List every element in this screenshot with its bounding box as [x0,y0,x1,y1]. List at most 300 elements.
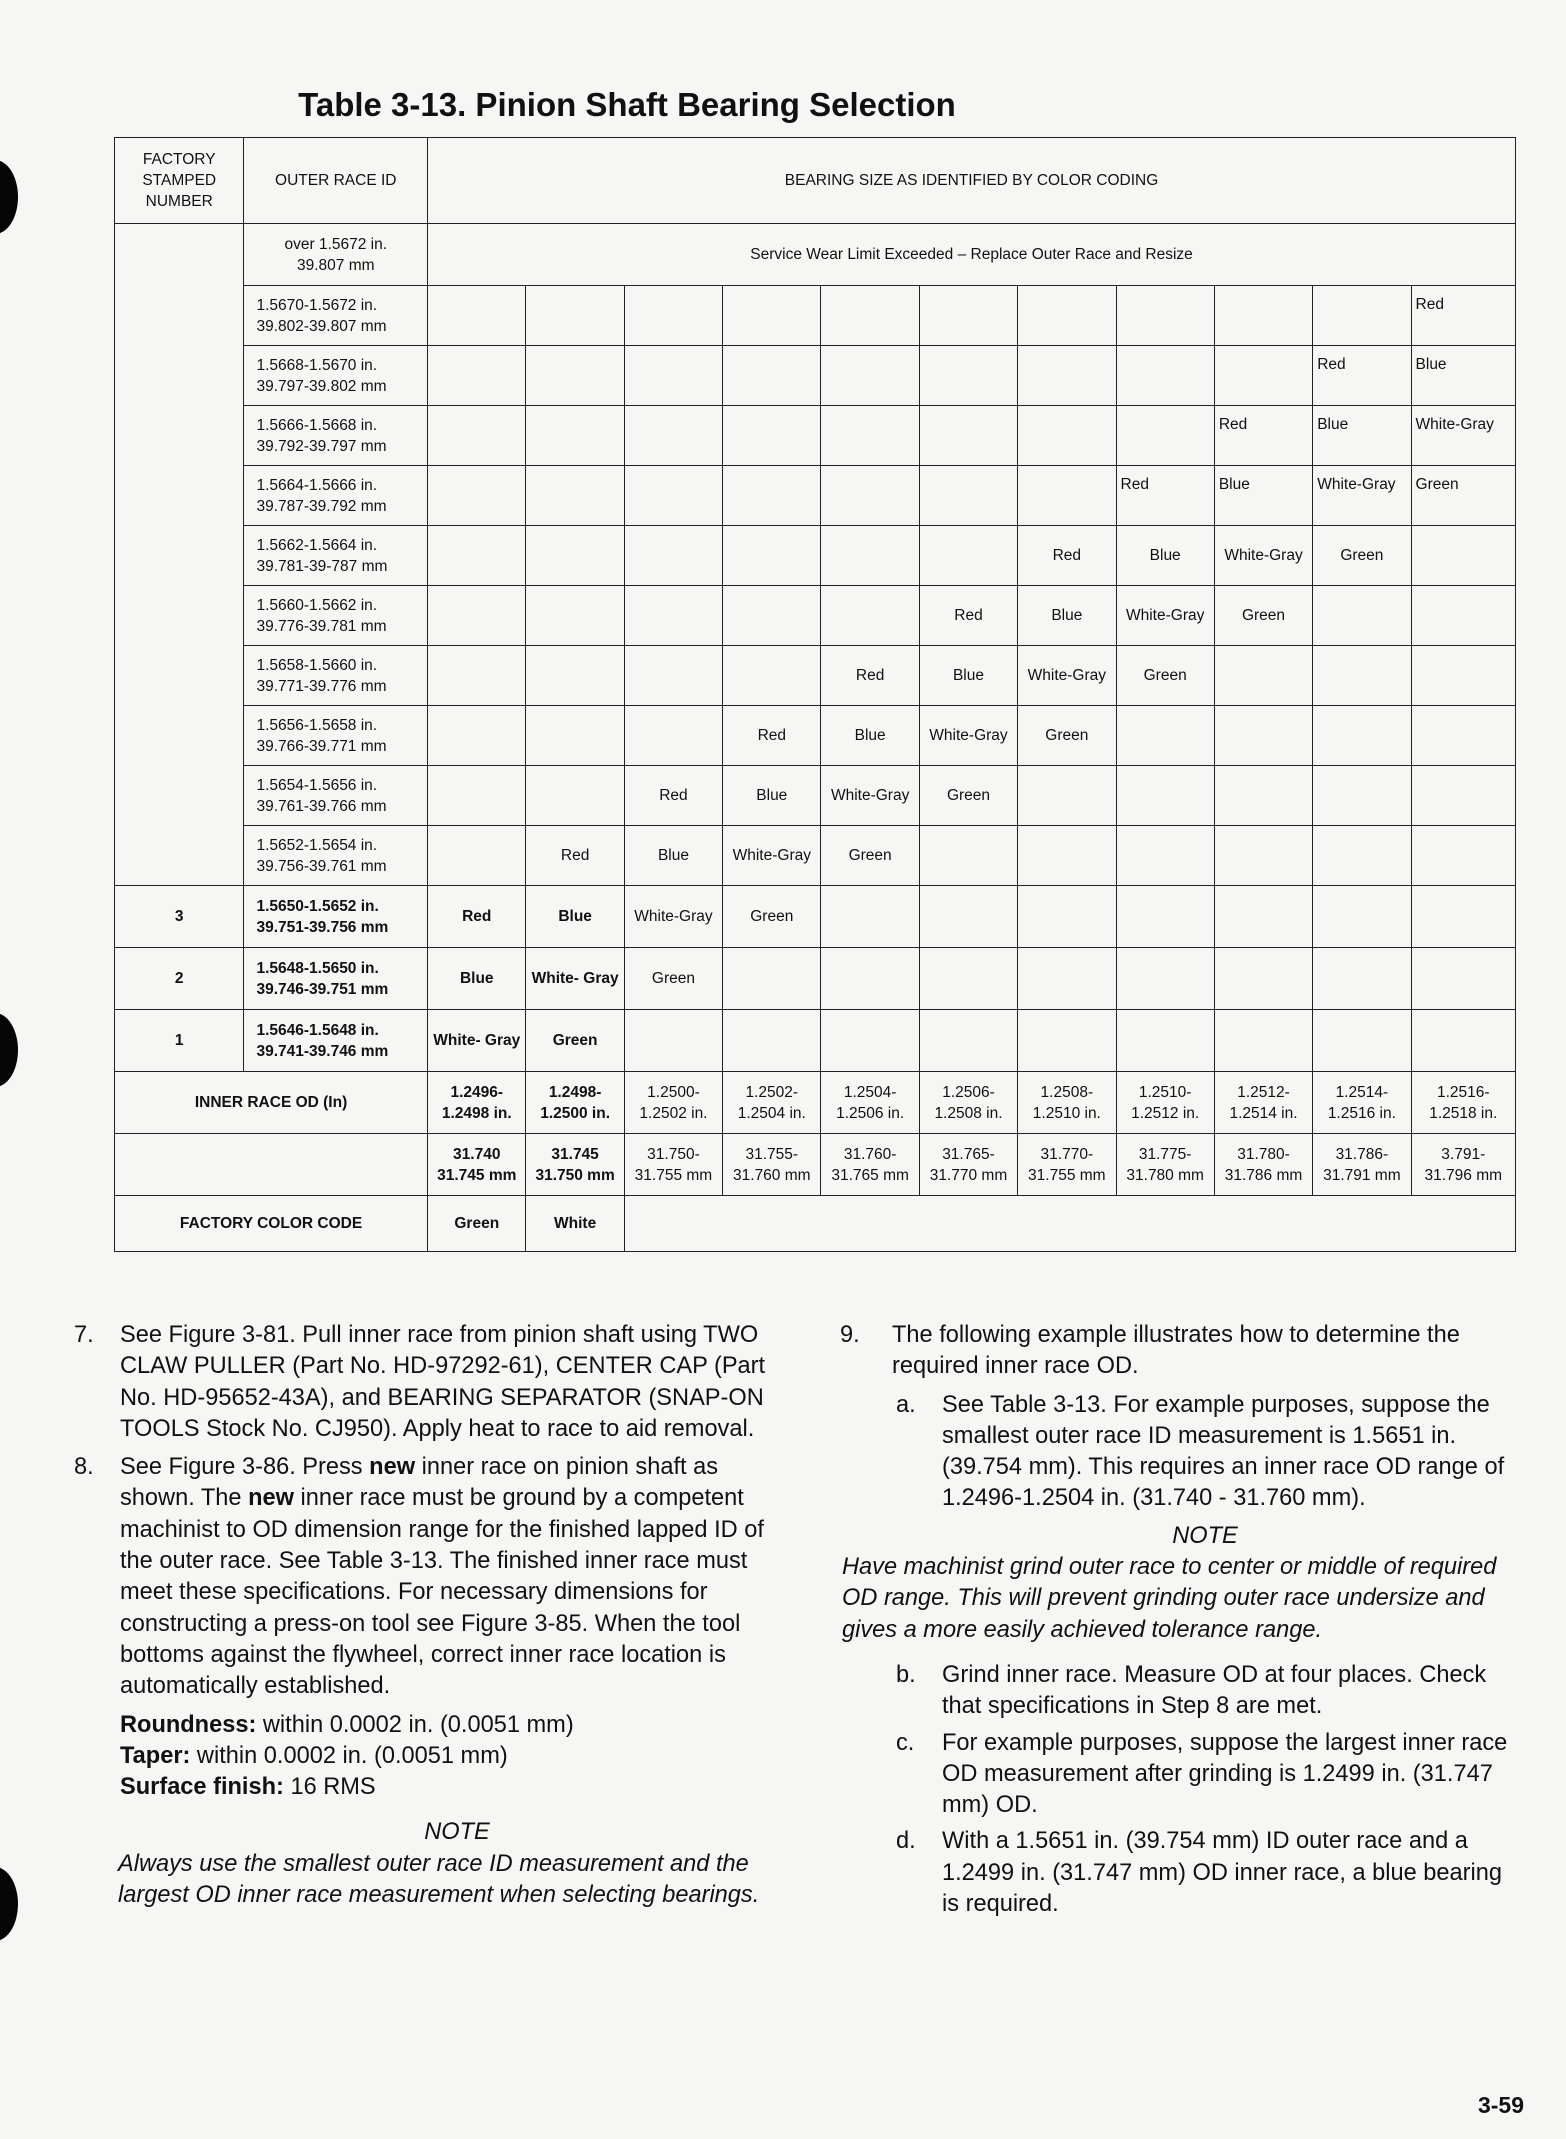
step-9 [840,1320,1518,1383]
bearing-row [115,1010,1516,1072]
outer-race-id-cell [244,406,428,466]
bearing-color-cell [1018,286,1116,346]
inner-race-in-cell [624,1072,722,1134]
bearing-color-cell [1214,646,1312,706]
factory-stamp-number: 2 [115,948,244,1010]
emphasis-new: new [369,1454,416,1481]
bearing-color-cell [624,466,722,526]
inner-race-in-cell [821,1072,919,1134]
outer-race-in: 1.5648-1.5650 in. [256,959,379,977]
sub-step-b [896,1660,1518,1723]
inner-race-in-high: 1.2514 in. [1229,1104,1298,1122]
factory-stamp-number: 3 [115,886,244,948]
bearing-color-cell [624,646,722,706]
outer-race-in: 1.5666-1.5668 in. [256,416,378,434]
inner-race-mm-high: 31.791 mm [1323,1166,1401,1184]
bearing-color-cell: Green [1313,526,1411,586]
page-number: 3-59 [1477,2092,1524,2118]
outer-race-in: 1.5668-1.5670 in. [256,356,378,374]
stamp-cell-blank [115,224,244,886]
bearing-color-cell [428,706,526,766]
inner-race-in-row [115,1072,1516,1134]
bearing-color-cell: Red [1116,466,1214,526]
bearing-row [115,886,1516,948]
bearing-color-cell [526,346,624,406]
inner-race-mm-cell [1116,1134,1214,1196]
note-body: Have machinist grind outer race to center or middle of required OD range. This will prevent grinding outer race undersize and gives a more easily achieved tolerance range. [842,1554,1497,1643]
bearing-row [115,948,1516,1010]
outer-race-mm: 39.781-39-787 mm [256,557,388,575]
inner-race-od-label: INNER RACE OD (In) [115,1072,428,1134]
inner-race-mm-cell [624,1134,722,1196]
bearing-color-cell [1313,1010,1411,1072]
sub-step-letter: b. [896,1661,916,1688]
bearing-color-cell [1214,1010,1312,1072]
bearing-color-cell [919,286,1017,346]
bearing-row [115,706,1516,766]
bearing-color-cell [723,526,821,586]
spec-value: within 0.0002 in. (0.0051 mm) [190,1742,508,1769]
bearing-color-cell [821,1010,919,1072]
bearing-color-cell: Red [1214,406,1312,466]
bearing-color-cell: Red [821,646,919,706]
inner-race-mm-cell [1018,1134,1116,1196]
outer-race-id-cell [244,706,428,766]
bearing-color-cell [1018,346,1116,406]
inner-race-in-cell [1116,1072,1214,1134]
bearing-row [115,646,1516,706]
outer-race-id-cell [244,886,428,948]
step-text: inner race on pinion shaft as shown. The [120,1454,719,1512]
inner-race-in-low: 1.2502- [745,1083,799,1101]
bearing-color-cell: Red [526,826,624,886]
bearing-color-cell: Green [821,826,919,886]
bearing-color-cell [1411,948,1515,1010]
sub-step-letter: c. [896,1729,915,1756]
outer-race-in: 1.5662-1.5664 in. [256,536,378,554]
inner-race-mm-low: 31.755- [745,1145,799,1163]
inner-race-mm-high: 31.755 mm [1028,1166,1106,1184]
inner-race-in-cell [1313,1072,1411,1134]
bearing-color-cell [1214,766,1312,826]
bearing-color-cell [821,948,919,1010]
outer-race-in: 1.5646-1.5648 in. [256,1021,379,1039]
bearing-color-cell: Green [1411,466,1515,526]
bearing-color-cell [919,406,1017,466]
inner-race-mm-high: 31.750 mm [535,1166,615,1184]
sub-step-c [896,1728,1518,1822]
over-limit-row [115,224,1516,286]
bearing-color-cell [1411,766,1515,826]
bearing-color-cell [1116,406,1214,466]
inner-race-in-low: 1.2496- [450,1083,504,1101]
bearing-color-cell [1411,1010,1515,1072]
bearing-color-cell: Blue [1018,586,1116,646]
header-outer-race-id: OUTER RACE ID [244,138,428,224]
bearing-color-cell: Red [1411,286,1515,346]
bearing-color-cell [919,948,1017,1010]
inner-race-mm-cell [821,1134,919,1196]
note-heading: NOTE [424,1819,490,1846]
bearing-color-cell [1411,586,1515,646]
bearing-color-cell [1411,706,1515,766]
bearing-color-cell [723,346,821,406]
bearing-color-cell [1018,826,1116,886]
inner-race-mm-low: 31.770- [1040,1145,1094,1163]
outer-race-id-cell [244,1010,428,1072]
bearing-color-cell: White-Gray [1313,466,1411,526]
outer-race-mm: 39.802-39.807 mm [256,317,387,335]
bearing-color-cell [1214,886,1312,948]
bearing-color-cell: Blue [723,766,821,826]
inner-race-mm-high: 31.765 mm [831,1166,909,1184]
bearing-color-cell: Green [526,1010,624,1072]
bearing-color-cell [428,586,526,646]
outer-race-id-cell [244,826,428,886]
outer-race-mm: 39.756-39.761 mm [256,857,387,875]
bearing-color-cell: White-Gray [1116,586,1214,646]
bearing-color-cell [1411,826,1515,886]
bearing-color-cell [919,1010,1017,1072]
outer-race-in: 1.5652-1.5654 in. [256,836,378,854]
inner-race-mm-row [115,1134,1516,1196]
header-factory-stamped-number: FACTORY STAMPED NUMBER [115,138,244,224]
emphasis-new: new [248,1485,294,1512]
inner-race-mm-low: 31.775- [1138,1145,1192,1163]
bearing-color-cell [1313,286,1411,346]
sub-step-text: For example purposes, suppose the largest inner race OD measurement after grinding is 1.2499 in. (31.747 mm) OD. [942,1729,1508,1819]
inner-race-in-high: 1.2516 in. [1327,1104,1396,1122]
bearing-color-cell: White-Gray [821,766,919,826]
bearing-color-cell [428,466,526,526]
table-body [115,138,1516,1252]
bearing-color-cell [1018,766,1116,826]
bearing-color-cell [1313,766,1411,826]
step-text: See Figure 3-86. Press [120,1454,370,1481]
inner-race-mm-low: 31.765- [942,1145,995,1163]
step-text: See Figure 3-81. Pull inner race from pinion shaft using TWO CLAW PULLER (Part No. HD-97292-61), CENTER CAP (Part No. HD-95652-43A), and BEARING SEPARATOR (SNAP-ON TOOLS Stock No. CJ950). Apply heat to race to aid removal. [120,1322,766,1442]
outer-race-in: 1.5654-1.5656 in. [256,776,378,794]
bearing-color-cell [1018,886,1116,948]
over-limit-message: Service Wear Limit Exceeded – Replace Outer Race and Resize [428,224,1516,286]
bearing-color-cell: White-Gray [1214,526,1312,586]
outer-race-in: 1.5656-1.5658 in. [256,716,378,734]
bearing-color-cell [723,586,821,646]
bearing-color-cell: Green [723,886,821,948]
inner-race-mm-cell [1313,1134,1411,1196]
inner-race-in-low: 1.2510- [1138,1083,1192,1101]
outer-race-id-cell [244,646,428,706]
bearing-color-cell [526,526,624,586]
inner-race-in-high: 1.2498 in. [441,1104,512,1122]
bearing-color-cell [428,406,526,466]
bearing-color-cell [624,346,722,406]
bearing-color-cell: Red [1018,526,1116,586]
bearing-color-cell [526,706,624,766]
header-bearing-size: BEARING SIZE AS IDENTIFIED BY COLOR CODING [428,138,1516,224]
binder-hole-middle [0,1013,18,1087]
inner-race-mm-blank [115,1134,428,1196]
bearing-color-cell [624,526,722,586]
bearing-color-cell [821,526,919,586]
sub-step-letter: d. [896,1828,916,1855]
factory-color-code-row [115,1196,1516,1252]
inner-race-in-high: 1.2502 in. [639,1104,708,1122]
outer-race-in: over 1.5672 in. [284,235,388,253]
bearing-color-cell: White-Gray [723,826,821,886]
outer-race-mm: 39.787-39.792 mm [256,497,387,515]
outer-race-id-cell [244,526,428,586]
spec-label: Taper: [120,1742,191,1769]
inner-race-in-low: 1.2500- [647,1083,700,1101]
bearing-color-cell: Blue [1411,346,1515,406]
bearing-row [115,826,1516,886]
bearing-color-cell: Green [919,766,1017,826]
sub-step-text: See Table 3-13. For example purposes, suppose the smallest outer race ID measurement is 1.5651 in. (39.754 mm). This requires an inner race OD range of 1.2496-1.2504 in. (31.740 - 31.760 mm). [942,1391,1505,1512]
factory-color-code-col2: White [526,1196,624,1252]
bearing-color-cell [428,826,526,886]
inner-race-in-high: 1.2510 in. [1032,1104,1101,1122]
outer-race-in: 1.5670-1.5672 in. [256,296,378,314]
inner-race-mm-low: 3.791- [1441,1145,1486,1163]
inner-race-mm-high: 31.755 mm [634,1166,713,1184]
outer-race-in: 1.5658-1.5660 in. [256,656,378,674]
bearing-color-cell [1214,286,1312,346]
spec-surface-finish [120,1772,794,1803]
bearing-color-cell [1116,706,1214,766]
outer-race-id-cell [244,766,428,826]
note-heading: NOTE [1172,1522,1238,1549]
bearing-color-cell: Blue [428,948,526,1010]
bearing-color-cell [526,766,624,826]
outer-race-in: 1.5660-1.5662 in. [256,596,378,614]
inner-race-in-high: 1.2518 in. [1429,1104,1498,1122]
inner-race-in-high: 1.2506 in. [836,1104,905,1122]
inner-race-in-low: 1.2498- [548,1083,602,1101]
binder-hole-top [0,160,18,234]
inner-race-in-high: 1.2508 in. [934,1104,1003,1122]
outer-race-mm: 39.751-39.756 mm [256,918,389,936]
inner-race-mm-high: 31.796 mm [1424,1166,1503,1184]
bearing-color-cell [1116,826,1214,886]
inner-race-in-low: 1.2506- [942,1083,995,1101]
bearing-color-cell [1018,1010,1116,1072]
bearing-color-cell: Blue [821,706,919,766]
bearing-color-cell [1116,766,1214,826]
step-text: The following example illustrates how to determine the required inner race OD. [892,1322,1460,1380]
inner-race-in-cell [919,1072,1017,1134]
bearing-row [115,286,1516,346]
inner-race-in-high: 1.2504 in. [737,1104,806,1122]
left-column [74,1320,794,1911]
bearing-color-cell [526,406,624,466]
outer-race-mm: 39.807 mm [297,256,375,274]
inner-race-mm-high: 31.770 mm [929,1166,1008,1184]
bearing-color-cell [526,466,624,526]
outer-race-id-cell [244,466,428,526]
bearing-row [115,346,1516,406]
inner-race-mm-cell [1214,1134,1312,1196]
bearing-color-cell [821,346,919,406]
bearing-color-cell [428,346,526,406]
bearing-color-cell: White-Gray [1411,406,1515,466]
bearing-color-cell [1116,1010,1214,1072]
bearing-color-cell: White- Gray [526,948,624,1010]
bearing-color-cell [1214,826,1312,886]
step-8 [74,1452,794,1702]
right-column [840,1320,1518,1925]
inner-race-mm-high: 31.745 mm [437,1166,517,1184]
bearing-color-cell [1214,948,1312,1010]
bearing-color-cell [1018,466,1116,526]
bearing-color-cell [723,286,821,346]
bearing-color-cell [1313,826,1411,886]
spec-roundness [120,1710,794,1741]
factory-color-code-col1: Green [428,1196,526,1252]
step-number: 9. [840,1322,860,1348]
outer-race-id-cell [244,346,428,406]
sub-step-a [896,1390,1518,1515]
outer-race-id-cell [244,948,428,1010]
outer-race-in: 1.5664-1.5666 in. [256,476,378,494]
sub-step-letter: a. [896,1391,916,1418]
page-title: Table 3-13. Pinion Shaft Bearing Selection [298,86,956,123]
bearing-color-cell [526,286,624,346]
inner-race-in-cell [1018,1072,1116,1134]
outer-race-mm: 39.776-39.781 mm [256,617,387,635]
bearing-color-cell [526,586,624,646]
bearing-color-cell: Blue [1214,466,1312,526]
outer-race-mm: 39.741-39.746 mm [256,1042,389,1060]
outer-race-id-cell [244,286,428,346]
bearing-color-cell: Blue [1313,406,1411,466]
bearing-color-cell [723,948,821,1010]
spec-value: within 0.0002 in. (0.0051 mm) [256,1711,574,1738]
bearing-color-cell: Green [1116,646,1214,706]
bearing-color-cell [821,586,919,646]
outer-race-mm: 39.761-39.766 mm [256,797,387,815]
bearing-color-cell [1214,706,1312,766]
bearing-color-cell: Blue [919,646,1017,706]
bearing-color-cell [1313,586,1411,646]
bearing-color-cell [1313,886,1411,948]
bearing-color-cell [821,466,919,526]
step-number: 7. [74,1322,94,1348]
step-number: 8. [74,1454,94,1481]
inner-race-mm-cell [526,1134,624,1196]
factory-color-code-label: FACTORY COLOR CODE [115,1196,428,1252]
spec-label: Roundness: [120,1711,257,1738]
bearing-color-cell [1116,346,1214,406]
inner-race-mm-cell [1411,1134,1515,1196]
bearing-color-cell: White- Gray [428,1010,526,1072]
bearing-row [115,406,1516,466]
inner-race-in-high: 1.2500 in. [540,1104,610,1122]
bearing-color-cell [919,346,1017,406]
inner-race-mm-cell [428,1134,526,1196]
outer-race-mm: 39.746-39.751 mm [256,980,389,998]
bearing-color-cell [723,646,821,706]
inner-race-in-low: 1.2516- [1436,1083,1490,1101]
sub-step-text: With a 1.5651 in. (39.754 mm) ID outer race and a 1.2499 in. (31.747 mm) OD inner race, a blue bearing is required. [942,1828,1503,1918]
outer-race-mm: 39.766-39.771 mm [256,737,387,755]
inner-race-in-low: 1.2508- [1040,1083,1094,1101]
inner-race-in-cell [723,1072,821,1134]
outer-race-in: 1.5650-1.5652 in. [256,897,379,915]
inner-race-in-low: 1.2512- [1237,1083,1290,1101]
outer-race-mm: 39.797-39.802 mm [256,377,387,395]
inner-race-in-cell [1214,1072,1312,1134]
inner-race-in-cell [526,1072,624,1134]
bearing-color-cell: Red [723,706,821,766]
bearing-color-cell: White-Gray [624,886,722,948]
bearing-color-cell [919,826,1017,886]
inner-race-mm-low: 31.740 [453,1145,501,1163]
bearing-color-cell [624,1010,722,1072]
bearing-color-cell: Green [1018,706,1116,766]
bearing-color-cell: White-Gray [1018,646,1116,706]
bearing-color-cell [624,286,722,346]
outer-race-mm: 39.771-39.776 mm [256,677,387,695]
spec-label: Surface finish: [120,1774,284,1801]
bearing-color-cell [1411,646,1515,706]
bearing-color-cell [428,646,526,706]
inner-race-mm-low: 31.760- [843,1145,897,1163]
bearing-color-cell [1116,886,1214,948]
bearing-color-cell [723,406,821,466]
inner-race-in-cell [428,1072,526,1134]
note-body: Always use the smallest outer race ID measurement and the largest OD inner race measurement when selecting bearings. [118,1850,760,1909]
bearing-color-cell [821,286,919,346]
bearing-color-cell [919,466,1017,526]
inner-race-in-high: 1.2512 in. [1131,1104,1200,1122]
bearing-color-cell: Red [624,766,722,826]
bearing-row [115,766,1516,826]
step-text: inner race must be ground by a competent machinist to OD dimension range for the finished lapped ID of the outer race. See Table 3-13. The finished inner race must meet these specifications. For necessary dimensions for constructing a press-on tool see Figure 3-85. When the tool bottoms against the flywheel, correct inner race location is automatically established. [120,1485,764,1700]
bearing-color-cell: Blue [1116,526,1214,586]
outer-race-id-cell [244,586,428,646]
bearing-color-cell: Red [919,586,1017,646]
bearing-color-cell [919,886,1017,948]
bearing-color-cell [428,766,526,826]
inner-race-mm-low: 31.780- [1237,1145,1290,1163]
bearing-color-cell [428,286,526,346]
bearing-color-cell [624,586,722,646]
inner-race-mm-cell [919,1134,1017,1196]
bearing-color-cell [1214,346,1312,406]
header-row [115,138,1516,224]
outer-race-mm: 39.792-39.797 mm [256,437,387,455]
bearing-color-cell [1116,286,1214,346]
inner-race-in-low: 1.2504- [843,1083,897,1101]
inner-race-mm-high: 31.760 mm [733,1166,811,1184]
spec-taper [120,1741,794,1772]
bearing-color-cell [624,406,722,466]
bearing-row [115,586,1516,646]
bearing-color-cell [1018,406,1116,466]
bearing-color-cell: Blue [526,886,624,948]
bearing-color-cell [919,526,1017,586]
binder-hole-bottom [0,1867,18,1941]
inner-race-mm-high: 31.780 mm [1126,1166,1204,1184]
bearing-color-cell [1411,886,1515,948]
bearing-color-cell [428,526,526,586]
inner-race-in-low: 1.2514- [1335,1083,1389,1101]
bearing-row [115,526,1516,586]
bearing-color-cell [821,406,919,466]
inner-race-mm-low: 31.750- [647,1145,700,1163]
bearing-color-cell [1313,646,1411,706]
